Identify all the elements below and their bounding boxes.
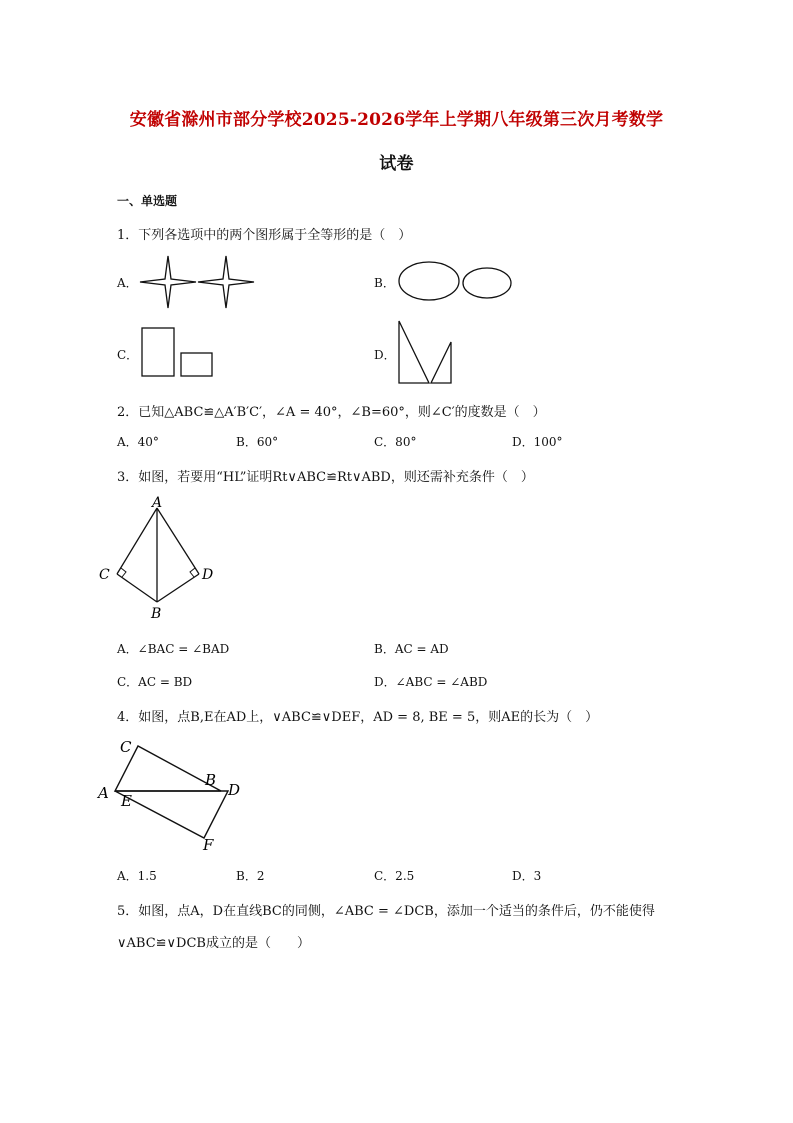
q4-option-b: B．2: [236, 869, 265, 883]
q1-option-d-figure: [397, 320, 457, 386]
q4-label-c: C: [120, 738, 132, 756]
question-5-stem: 5．如图，点A，D在直线BC的同侧，∠ABC = ∠DCB，添加一个适当的条件后，仍不能使得: [117, 904, 655, 919]
exam-title-line2: 试卷: [379, 154, 414, 174]
q2-option-c: C．80°: [374, 435, 417, 449]
q4-option-d: D．3: [512, 869, 542, 883]
q2-option-d: D．100°: [512, 435, 563, 449]
q4-label-a: A: [98, 784, 109, 802]
q1-option-a-label: A．: [117, 276, 138, 290]
q1-option-b-label: B．: [374, 276, 395, 290]
q3-label-b: B: [151, 606, 162, 622]
q2-option-a: A．40°: [117, 435, 159, 449]
q4-triangles-figure: [95, 736, 255, 854]
q3-option-a: A．∠BAC = ∠BAD: [117, 642, 230, 656]
q3-label-a: A: [152, 495, 163, 511]
q4-label-b: B: [205, 771, 217, 789]
q3-kite-figure: [95, 496, 225, 622]
q1-option-a-figure: [140, 254, 255, 310]
section-heading: 一、单选题: [117, 194, 178, 208]
q4-label-f: F: [203, 836, 214, 854]
q4-option-a: A．1.5: [117, 869, 157, 883]
q4-label-d: D: [228, 781, 241, 799]
q4-option-c: C．2.5: [374, 869, 415, 883]
question-5-stem-line2: ∨ABC≌∨DCB成立的是（ ）: [117, 936, 310, 951]
q1-option-c-figure: [141, 327, 216, 379]
q1-option-d-label: D．: [374, 348, 396, 362]
q1-option-b-figure: [398, 260, 513, 302]
q3-option-d: D．∠ABC = ∠ABD: [374, 675, 488, 689]
question-4-stem: 4．如图，点B,E在AD上，∨ABC≌∨DEF，AD = 8, BE = 5，则AE的长为（ ）: [117, 710, 599, 725]
question-1-stem: 1．下列各选项中的两个图形属于全等形的是（ ）: [117, 228, 412, 243]
q4-label-e: E: [121, 792, 132, 810]
q3-option-b: B．AC = AD: [374, 642, 449, 656]
q3-option-c: C．AC = BD: [117, 675, 193, 689]
q3-label-c: C: [99, 567, 110, 583]
question-3-stem: 3．如图，若要用“HL”证明Rt∨ABC≌Rt∨ABD，则还需补充条件（ ）: [117, 470, 534, 485]
question-2-stem: 2．已知△ABC≌△A′B′C′，∠A = 40°，∠B=60°，则∠C′的度数是（ ）: [117, 405, 546, 420]
q1-option-c-label: C．: [117, 348, 139, 362]
exam-title: 安徽省滁州市部分学校2025-2026学年上学期八年级第三次月考数学: [129, 110, 664, 130]
q3-label-d: D: [202, 567, 214, 583]
q2-option-b: B．60°: [236, 435, 279, 449]
